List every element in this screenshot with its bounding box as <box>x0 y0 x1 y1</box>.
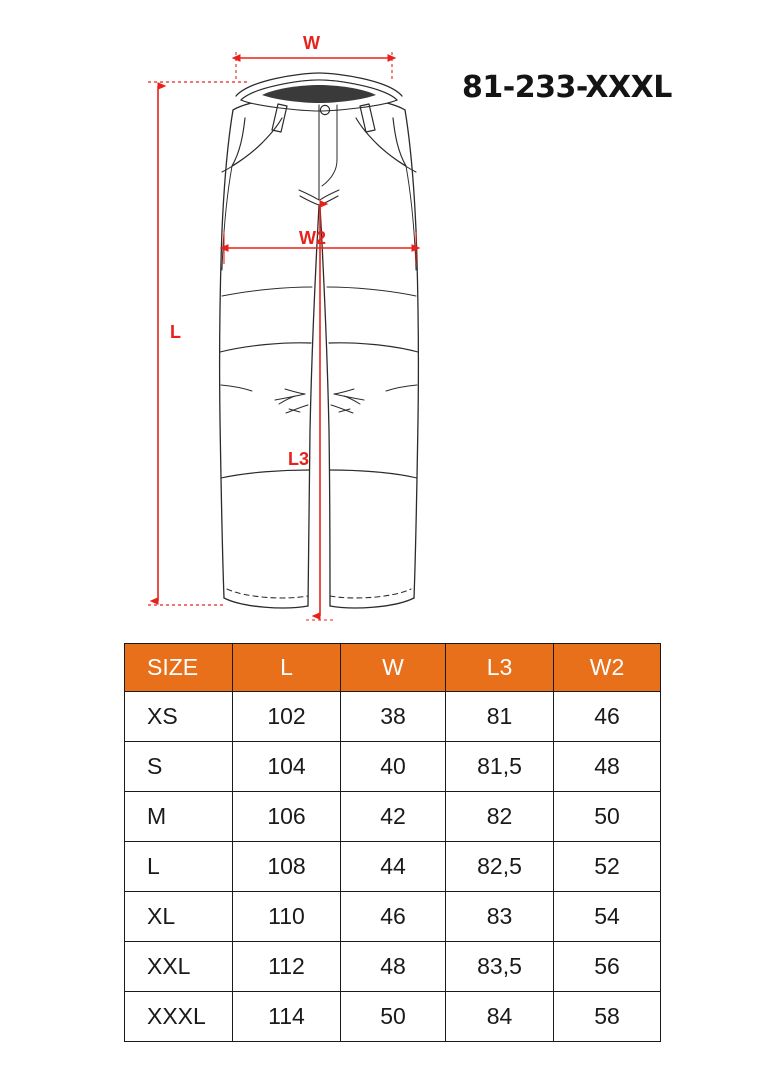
size-table-container <box>124 643 660 1042</box>
trousers-outline <box>220 73 419 608</box>
cell-l: 108 <box>233 842 341 892</box>
column-header-l3: L3 <box>446 644 554 692</box>
cell-l3: 81,5 <box>446 742 554 792</box>
cell-l3: 82 <box>446 792 554 842</box>
column-header-w: W <box>341 644 446 692</box>
cell-size: XXL <box>125 942 233 992</box>
size-table-header <box>125 644 661 692</box>
cell-size: XS <box>125 692 233 742</box>
column-header-size: SIZE <box>125 644 233 692</box>
cell-w: 50 <box>341 992 446 1042</box>
cell-l: 106 <box>233 792 341 842</box>
cell-w2: 52 <box>554 842 661 892</box>
cell-w: 48 <box>341 942 446 992</box>
cell-l3: 81 <box>446 692 554 742</box>
table-row <box>125 892 661 942</box>
column-header-w2: W2 <box>554 644 661 692</box>
table-row <box>125 692 661 742</box>
cell-size: S <box>125 742 233 792</box>
cell-w: 38 <box>341 692 446 742</box>
table-row <box>125 792 661 842</box>
measurement-annotations <box>148 52 416 620</box>
cell-w: 44 <box>341 842 446 892</box>
cell-l: 104 <box>233 742 341 792</box>
cell-l: 110 <box>233 892 341 942</box>
cell-l3: 83 <box>446 892 554 942</box>
measure-l <box>148 82 248 605</box>
label-l: L <box>170 322 181 342</box>
cell-w2: 50 <box>554 792 661 842</box>
cell-w: 40 <box>341 742 446 792</box>
label-w2: W2 <box>299 228 326 248</box>
cell-w2: 58 <box>554 992 661 1042</box>
cell-size: M <box>125 792 233 842</box>
measure-w <box>236 52 392 80</box>
cell-w2: 46 <box>554 692 661 742</box>
table-row <box>125 742 661 792</box>
cell-l3: 84 <box>446 992 554 1042</box>
cell-w2: 54 <box>554 892 661 942</box>
cell-size: L <box>125 842 233 892</box>
cell-w2: 56 <box>554 942 661 992</box>
table-row <box>125 992 661 1042</box>
cell-l3: 82,5 <box>446 842 554 892</box>
column-header-l: L <box>233 644 341 692</box>
cell-l: 102 <box>233 692 341 742</box>
size-table <box>124 643 661 1042</box>
size-table-body <box>125 692 661 1042</box>
table-row <box>125 942 661 992</box>
cell-l: 112 <box>233 942 341 992</box>
cell-w: 42 <box>341 792 446 842</box>
cell-w: 46 <box>341 892 446 942</box>
cell-l: 114 <box>233 992 341 1042</box>
product-code: 81-233-XXXL <box>462 70 672 105</box>
cell-l3: 83,5 <box>446 942 554 992</box>
label-l3: L3 <box>288 449 310 469</box>
header-row <box>125 644 661 692</box>
cell-w2: 48 <box>554 742 661 792</box>
label-w: W <box>303 33 320 53</box>
cell-size: XL <box>125 892 233 942</box>
table-row <box>125 842 661 892</box>
cell-size: XXXL <box>125 992 233 1042</box>
